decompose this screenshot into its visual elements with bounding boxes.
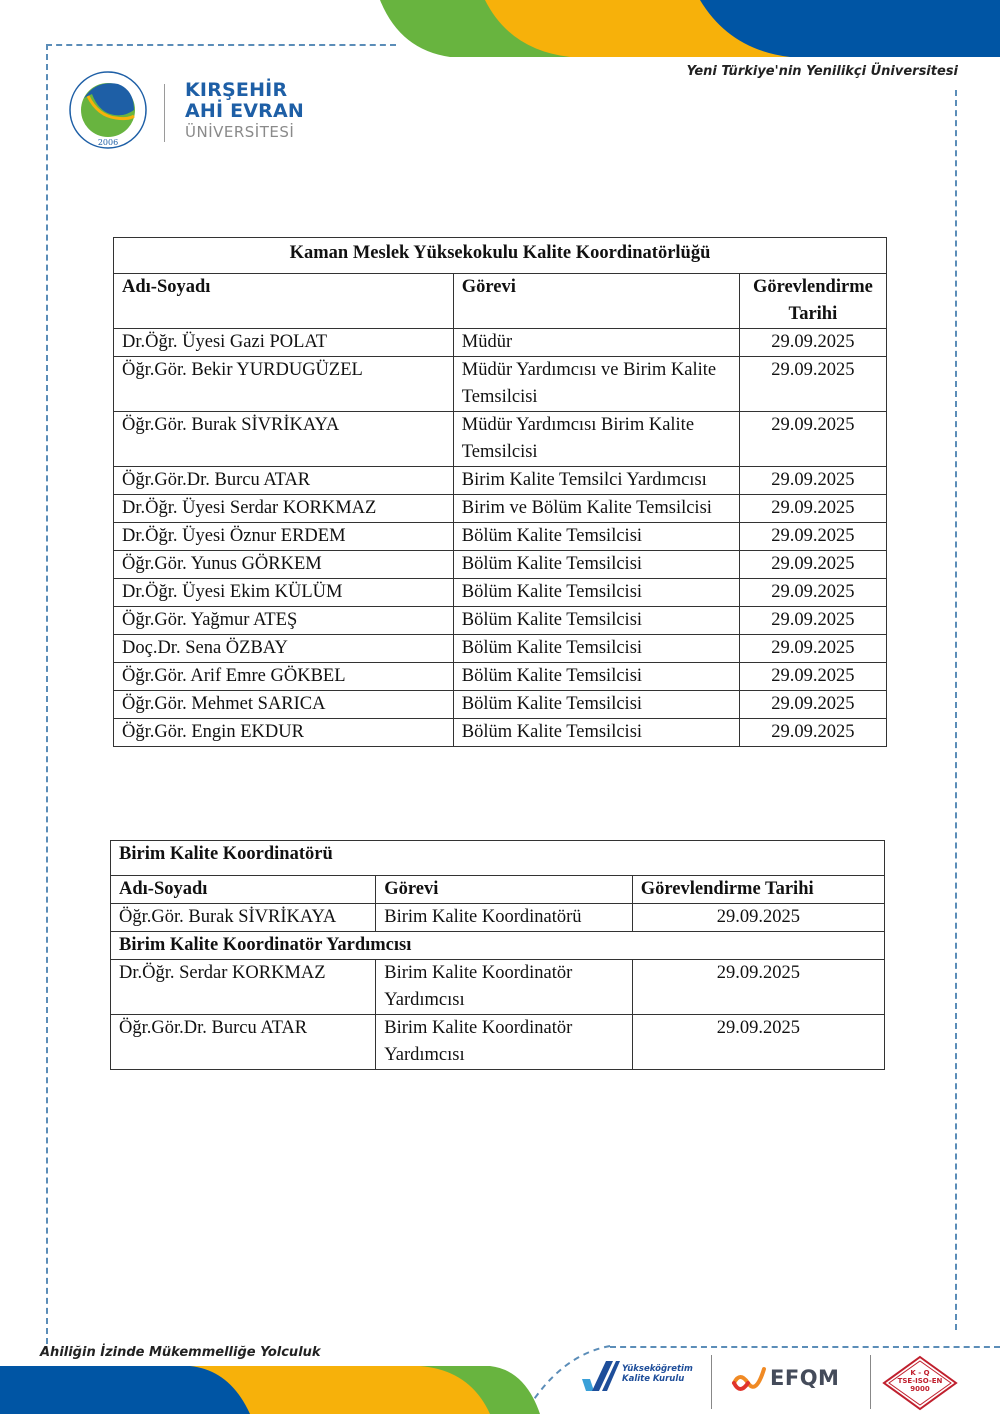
cell-role: Bölüm Kalite Temsilcisi [453, 691, 739, 719]
cell-date: 29.09.2025 [739, 412, 886, 467]
table-row [114, 579, 887, 607]
university-seal-icon [68, 70, 148, 150]
cell-role: Bölüm Kalite Temsilcisi [453, 579, 739, 607]
subsection-title: Birim Kalite Koordinatör Yardımcısı [111, 932, 885, 960]
seal-year: 2006 [97, 138, 119, 147]
footer-slogan: Ahiliğin İzinde Mükemmelliğe Yolculuk [40, 1345, 321, 1360]
table-row [114, 551, 887, 579]
cell-name: Öğr.Gör. Arif Emre GÖKBEL [114, 663, 454, 691]
logo-divider [164, 84, 165, 142]
cell-name: Öğr.Gör.Dr. Burcu ATAR [111, 1015, 376, 1070]
header-color-swoosh [0, 0, 1000, 60]
cell-date: 29.09.2025 [632, 904, 884, 932]
table-title: Kaman Meslek Yüksekokulu Kalite Koordinatörlüğü [114, 238, 887, 274]
cell-role: Bölüm Kalite Temsilcisi [453, 719, 739, 747]
university-logo [68, 68, 328, 148]
cell-role: Müdür Yardımcısı Birim Kalite Temsilcisi [453, 412, 739, 467]
university-name-line3: ÜNİVERSİTESİ [185, 123, 295, 141]
cell-role: Bölüm Kalite Temsilcisi [453, 523, 739, 551]
header-slogan: Yeni Türkiye'nin Yenilikçi Üniversitesi [686, 64, 958, 79]
cell-role: Birim Kalite Temsilci Yardımcısı [453, 467, 739, 495]
table-row [114, 467, 887, 495]
efqm-text: EFQM [770, 1366, 840, 1390]
cell-date: 29.09.2025 [739, 607, 886, 635]
frame-dashed-bottom [610, 1346, 1000, 1348]
column-header-date: Görevlendirme Tarihi [739, 274, 886, 329]
tse-text [880, 1369, 960, 1393]
yok-logo-text [622, 1364, 693, 1384]
table-header-row [111, 876, 885, 904]
yok-logo-line1: Yükseköğretim [622, 1364, 693, 1374]
column-header-name: Adı-Soyadı [111, 876, 376, 904]
cell-name: Doç.Dr. Sena ÖZBAY [114, 635, 454, 663]
table-row [114, 663, 887, 691]
table-row [114, 635, 887, 663]
cell-name: Öğr.Gör. Burak SİVRİKAYA [114, 412, 454, 467]
unit-coordinator-table [110, 840, 885, 1070]
table-row [114, 607, 887, 635]
tse-line2: TSE-ISO-EN [897, 1377, 943, 1385]
column-header-role: Görevi [453, 274, 739, 329]
cell-date: 29.09.2025 [739, 357, 886, 412]
column-header-name: Adı-Soyadı [114, 274, 454, 329]
cell-role: Birim Kalite Koordinatör Yardımcısı [376, 960, 633, 1015]
cell-name: Öğr.Gör. Yağmur ATEŞ [114, 607, 454, 635]
cell-role: Bölüm Kalite Temsilcisi [453, 607, 739, 635]
frame-dashed-right [955, 90, 957, 1330]
frame-dashed-left [46, 44, 48, 1344]
cell-role: Birim ve Bölüm Kalite Temsilcisi [453, 495, 739, 523]
table-row [114, 495, 887, 523]
cell-date: 29.09.2025 [739, 635, 886, 663]
cell-role: Müdür [453, 329, 739, 357]
cell-name: Öğr.Gör. Bekir YURDUGÜZEL [114, 357, 454, 412]
cell-name: Öğr.Gör. Yunus GÖRKEM [114, 551, 454, 579]
table-row [114, 691, 887, 719]
table-row [114, 412, 887, 467]
cell-date: 29.09.2025 [739, 691, 886, 719]
cell-date: 29.09.2025 [632, 1015, 884, 1070]
cell-date: 29.09.2025 [739, 719, 886, 747]
cell-name: Dr.Öğr. Üyesi Gazi POLAT [114, 329, 454, 357]
tse-line1: K - Q [910, 1369, 930, 1377]
cell-name: Öğr.Gör. Mehmet SARICA [114, 691, 454, 719]
efqm-logo [730, 1361, 850, 1401]
column-header-date: Görevlendirme Tarihi [632, 876, 884, 904]
cell-date: 29.09.2025 [739, 467, 886, 495]
cell-name: Dr.Öğr. Üyesi Öznur ERDEM [114, 523, 454, 551]
logo-separator [711, 1355, 712, 1409]
table-header-row [114, 274, 887, 329]
yok-check-icon [580, 1357, 620, 1397]
table-row [114, 523, 887, 551]
cell-role: Müdür Yardımcısı ve Birim Kalite Temsilcisi [453, 357, 739, 412]
cell-date: 29.09.2025 [739, 663, 886, 691]
cell-date: 29.09.2025 [739, 579, 886, 607]
cell-name: Öğr.Gör.Dr. Burcu ATAR [114, 467, 454, 495]
university-name-line1: KIRŞEHİR [185, 79, 288, 101]
table-row [111, 904, 885, 932]
cell-name: Öğr.Gör. Engin EKDUR [114, 719, 454, 747]
efqm-infinity-icon [730, 1361, 770, 1397]
yok-kalite-kurulu-logo [580, 1357, 720, 1397]
cell-role: Birim Kalite Koordinatör Yardımcısı [376, 1015, 633, 1070]
cell-date: 29.09.2025 [739, 523, 886, 551]
cell-name: Öğr.Gör. Burak SİVRİKAYA [111, 904, 376, 932]
table-title: Birim Kalite Koordinatörü [111, 841, 885, 876]
table-body [114, 329, 887, 747]
table-row [114, 329, 887, 357]
cell-role: Bölüm Kalite Temsilcisi [453, 635, 739, 663]
cell-name: Dr.Öğr. Üyesi Serdar KORKMAZ [114, 495, 454, 523]
tse-line3: 9000 [910, 1385, 930, 1393]
table-row [111, 960, 885, 1015]
cell-role: Birim Kalite Koordinatörü [376, 904, 633, 932]
logo-separator [870, 1355, 871, 1409]
cell-role: Bölüm Kalite Temsilcisi [453, 663, 739, 691]
cell-date: 29.09.2025 [632, 960, 884, 1015]
cell-role: Bölüm Kalite Temsilcisi [453, 551, 739, 579]
table-body [111, 904, 885, 932]
table-row [111, 1015, 885, 1070]
table-row [114, 719, 887, 747]
table-row [114, 357, 887, 412]
yok-logo-line2: Kalite Kurulu [622, 1374, 685, 1384]
cell-date: 29.09.2025 [739, 495, 886, 523]
university-name [185, 80, 304, 142]
cell-name: Dr.Öğr. Üyesi Ekim KÜLÜM [114, 579, 454, 607]
cell-name: Dr.Öğr. Serdar KORKMAZ [111, 960, 376, 1015]
tse-iso-logo [880, 1355, 960, 1411]
table-subsection-body [111, 960, 885, 1070]
quality-coordination-table [113, 237, 887, 747]
cell-date: 29.09.2025 [739, 551, 886, 579]
university-name-line2: AHİ EVRAN [185, 100, 305, 122]
cell-date: 29.09.2025 [739, 329, 886, 357]
footer-logos [580, 1355, 960, 1410]
column-header-role: Görevi [376, 876, 633, 904]
